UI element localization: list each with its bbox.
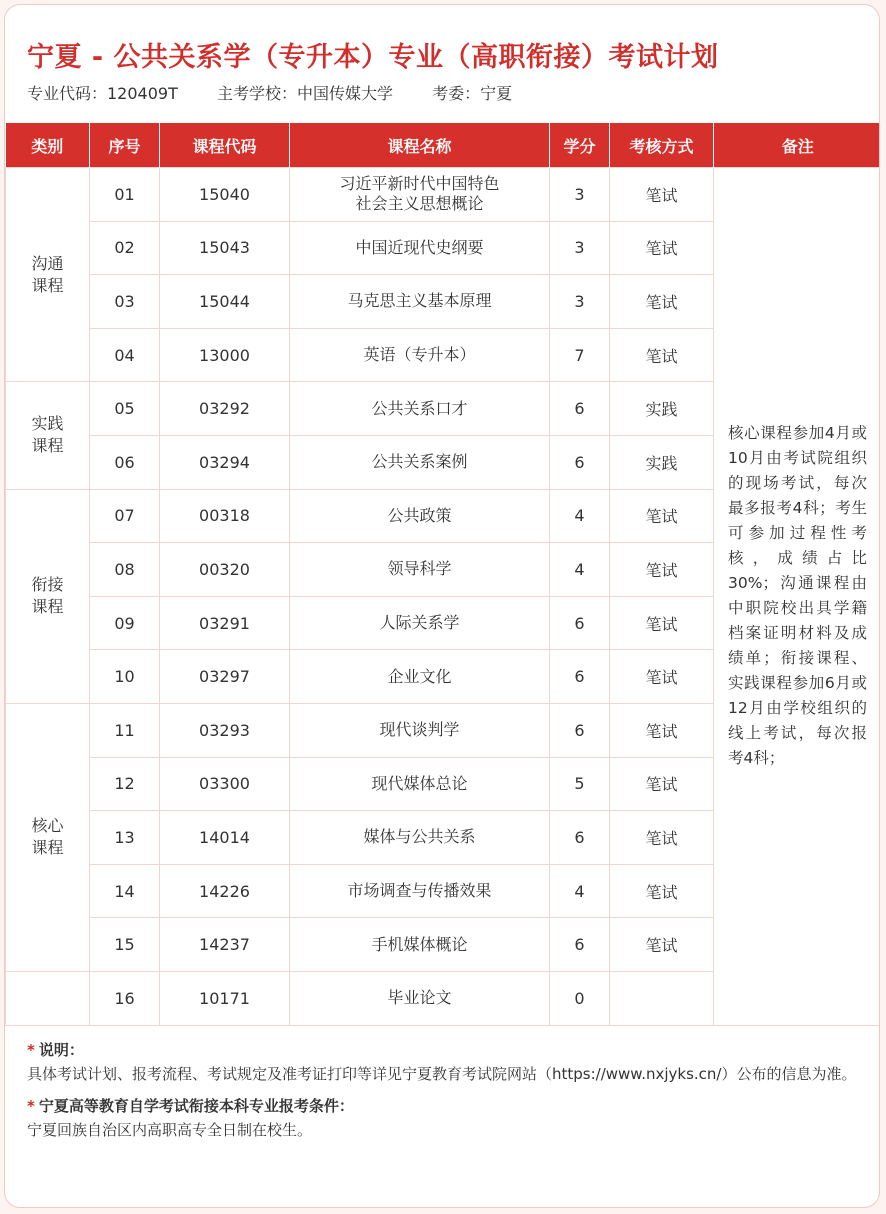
course-name: 领导科学 (290, 543, 550, 597)
table-header-row (6, 123, 881, 168)
header-number: 序号 (90, 123, 160, 168)
category-label: 核心 课程 (31, 816, 64, 858)
exam-method: 笔试 (610, 918, 714, 972)
row-number: 14 (90, 864, 160, 918)
course-code: 14226 (160, 864, 290, 918)
category-cell (6, 168, 90, 382)
header-credit: 学分 (550, 123, 610, 168)
course-code: 00320 (160, 543, 290, 597)
course-code: 14237 (160, 918, 290, 972)
course-code: 03292 (160, 382, 290, 436)
exam-method: 笔试 (610, 864, 714, 918)
notes-heading-2-text: 宁夏高等教育自学考试衔接本科专业报考条件： (38, 1097, 354, 1115)
course-credit: 6 (550, 382, 610, 436)
course-name: 英语（专升本） (290, 328, 550, 382)
exam-method: 实践 (610, 382, 714, 436)
exam-method: 笔试 (610, 328, 714, 382)
notes-heading-1-text: 说明： (38, 1041, 84, 1059)
course-code: 03297 (160, 650, 290, 704)
exam-method: 笔试 (610, 168, 714, 222)
notes-text-1: 具体考试计划、报考流程、考试规定及准考证打印等详见宁夏教育考试院网站（https://www.nxjyks.cn/）公布的信息为准。 (27, 1065, 857, 1083)
row-number: 12 (90, 757, 160, 811)
major-code: 专业代码：120409T (27, 84, 178, 103)
course-code: 03293 (160, 703, 290, 757)
course-credit: 6 (550, 650, 610, 704)
exam-committee: 考委：宁夏 (432, 84, 513, 103)
notes-text-2: 宁夏回族自治区内高职高专全日制在校生。 (27, 1121, 313, 1139)
course-credit: 3 (550, 275, 610, 329)
course-code: 14014 (160, 811, 290, 865)
course-credit: 4 (550, 864, 610, 918)
exam-method: 笔试 (610, 221, 714, 275)
course-code: 03291 (160, 596, 290, 650)
row-number: 13 (90, 811, 160, 865)
notes-heading-1 (27, 1039, 857, 1061)
exam-method (610, 971, 714, 1025)
asterisk-icon: * (27, 1041, 35, 1059)
exam-method: 笔试 (610, 703, 714, 757)
course-credit: 3 (550, 221, 610, 275)
course-code: 15044 (160, 275, 290, 329)
category-label: 沟通 课程 (31, 253, 64, 295)
course-name: 马克思主义基本原理 (290, 275, 550, 329)
row-number: 07 (90, 489, 160, 543)
remark-cell: 核心课程参加4月或10月由考试院组织的现场考试，每次最多报考4科；考生可参加过程性考核，成绩占比30%；沟通课程由中职院校出具学籍档案证明材料及成绩单；衔接课程、实践课程参加6月或12月由学校组织的线上考试，每次报考4科； (714, 168, 881, 1026)
category-label: 实践 课程 (31, 414, 64, 456)
course-name: 习近平新时代中国特色 社会主义思想概论 (290, 168, 550, 222)
exam-method: 笔试 (610, 811, 714, 865)
row-number: 05 (90, 382, 160, 436)
course-code: 03300 (160, 757, 290, 811)
notes-heading-2 (27, 1095, 857, 1117)
host-school: 主考学校：中国传媒大学 (216, 84, 393, 103)
row-number: 06 (90, 435, 160, 489)
course-name: 人际关系学 (290, 596, 550, 650)
exam-plan-card (4, 4, 880, 1208)
header-course-name: 课程名称 (290, 123, 550, 168)
row-number: 09 (90, 596, 160, 650)
row-number: 16 (90, 971, 160, 1025)
category-label: 衔接 课程 (31, 575, 64, 617)
header-category: 类别 (6, 123, 90, 168)
exam-method: 笔试 (610, 757, 714, 811)
row-number: 10 (90, 650, 160, 704)
row-number: 02 (90, 221, 160, 275)
course-name: 中国近现代史纲要 (290, 221, 550, 275)
exam-method: 笔试 (610, 489, 714, 543)
course-name: 毕业论文 (290, 971, 550, 1025)
page-title: 宁夏 - 公共关系学（专升本）专业（高职衔接）考试计划 (27, 42, 719, 73)
course-credit: 4 (550, 489, 610, 543)
row-number: 04 (90, 328, 160, 382)
course-name: 公共政策 (290, 489, 550, 543)
course-name: 市场调查与传播效果 (290, 864, 550, 918)
course-credit: 6 (550, 811, 610, 865)
course-credit: 6 (550, 703, 610, 757)
category-cell (6, 971, 90, 1025)
course-name: 手机媒体概论 (290, 918, 550, 972)
row-number: 15 (90, 918, 160, 972)
header-remark: 备注 (714, 123, 881, 168)
asterisk-icon: * (27, 1097, 35, 1115)
exam-method: 笔试 (610, 543, 714, 597)
category-cell (6, 489, 90, 703)
notes-section (27, 1039, 857, 1151)
header-exam-method: 考核方式 (610, 123, 714, 168)
row-number: 08 (90, 543, 160, 597)
course-code: 13000 (160, 328, 290, 382)
row-number: 11 (90, 703, 160, 757)
row-number: 03 (90, 275, 160, 329)
course-credit: 6 (550, 596, 610, 650)
course-name: 现代媒体总论 (290, 757, 550, 811)
course-credit: 7 (550, 328, 610, 382)
course-credit: 4 (550, 543, 610, 597)
exam-method: 笔试 (610, 275, 714, 329)
course-code: 15043 (160, 221, 290, 275)
course-credit: 6 (550, 435, 610, 489)
course-credit: 5 (550, 757, 610, 811)
course-name: 媒体与公共关系 (290, 811, 550, 865)
course-credit: 0 (550, 971, 610, 1025)
exam-method: 实践 (610, 435, 714, 489)
course-name: 公共关系口才 (290, 382, 550, 436)
category-cell (6, 382, 90, 489)
course-code: 00318 (160, 489, 290, 543)
course-code: 03294 (160, 435, 290, 489)
course-credit: 3 (550, 168, 610, 222)
course-credit: 6 (550, 918, 610, 972)
major-meta (27, 81, 546, 104)
course-table (5, 123, 880, 1026)
category-cell (6, 703, 90, 971)
course-name: 现代谈判学 (290, 703, 550, 757)
exam-method: 笔试 (610, 596, 714, 650)
table-row (6, 168, 881, 222)
exam-method: 笔试 (610, 650, 714, 704)
course-name: 公共关系案例 (290, 435, 550, 489)
header-course-code: 课程代码 (160, 123, 290, 168)
course-name: 企业文化 (290, 650, 550, 704)
course-code: 15040 (160, 168, 290, 222)
course-code: 10171 (160, 971, 290, 1025)
row-number: 01 (90, 168, 160, 222)
